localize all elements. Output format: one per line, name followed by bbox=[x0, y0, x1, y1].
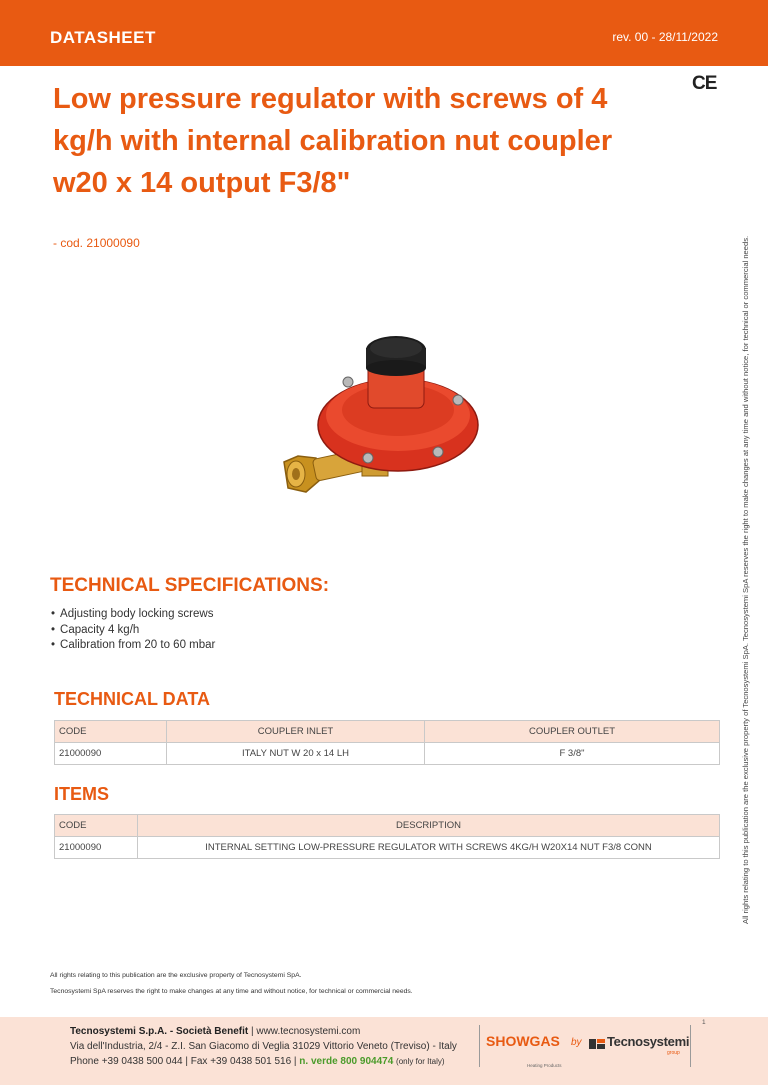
ce-mark-icon: CE bbox=[692, 73, 717, 94]
side-rights-notice: All rights relating to this publication are the exclusive property of Tecnosystemi SpA. Tecnosystemi SpA reserves the right to make changes at any time and without notice, for technical or commercial needs. bbox=[741, 235, 750, 924]
table-cell: F 3/8" bbox=[425, 743, 720, 765]
showgas-subtitle: Heating Products bbox=[527, 1063, 562, 1068]
items-title: ITEMS bbox=[54, 784, 110, 804]
phone-number: Phone +39 0438 500 044 bbox=[70, 1056, 183, 1067]
product-title: Low pressure regulator with screws of 4 kg/h with internal calibration nut coupler w20 x 14 output F3/8" bbox=[53, 83, 613, 199]
separator: | bbox=[248, 1026, 257, 1037]
table-row bbox=[55, 743, 720, 765]
table-cell: INTERNAL SETTING LOW-PRESSURE REGULATOR WITH SCREWS 4KG/H W20X14 NUT F3/8 CONN bbox=[138, 837, 720, 859]
technical-data-table bbox=[54, 720, 720, 765]
specifications-list bbox=[51, 607, 215, 654]
company-name: Tecnosystemi S.p.A. - Società Benefit bbox=[70, 1026, 249, 1037]
table-cell: ITALY NUT W 20 x 14 LH bbox=[167, 743, 425, 765]
gas-regulator-photo bbox=[276, 330, 496, 530]
items-table bbox=[54, 814, 720, 859]
divider bbox=[479, 1025, 480, 1067]
footer-company-line bbox=[70, 1026, 360, 1037]
showgas-logo: SHOWGAS bbox=[486, 1033, 560, 1049]
column-header: DESCRIPTION bbox=[138, 815, 720, 837]
column-header: CODE bbox=[55, 815, 138, 837]
top-banner bbox=[0, 0, 768, 66]
page-number: 1 bbox=[702, 1019, 706, 1026]
specifications-title: TECHNICAL SPECIFICATIONS: bbox=[50, 575, 330, 596]
website-link[interactable]: www.tecnosystemi.com bbox=[256, 1026, 361, 1037]
logo-by-text: by bbox=[571, 1037, 582, 1048]
separator: | bbox=[182, 1056, 191, 1067]
table-header-row bbox=[55, 721, 720, 743]
footer-contact-line bbox=[70, 1056, 445, 1067]
column-header: CODE bbox=[55, 721, 167, 743]
datasheet-label: DATASHEET bbox=[50, 28, 156, 47]
toll-free-number: n. verde 800 904474 bbox=[299, 1056, 394, 1067]
technical-data-title: TECHNICAL DATA bbox=[54, 689, 210, 709]
tecnosystemi-group-label: group bbox=[667, 1050, 680, 1056]
toll-free-note: (only for Italy) bbox=[396, 1057, 445, 1066]
table-row bbox=[55, 837, 720, 859]
product-code: - cod. 21000090 bbox=[53, 236, 140, 250]
rights-line-1: All rights relating to this publication are the exclusive property of Tecnosystemi SpA. bbox=[50, 972, 302, 979]
tecnosystemi-logo: Tecnosystemi bbox=[607, 1034, 690, 1049]
footer bbox=[0, 1017, 768, 1085]
fax-number: Fax +39 0438 501 516 bbox=[190, 1056, 292, 1067]
rights-line-2: Tecnosystemi SpA reserves the right to make changes at any time and without notice, for technical or commercial needs. bbox=[50, 988, 413, 995]
list-item: • Adjusting body locking screws bbox=[51, 607, 215, 623]
list-item: • Calibration from 20 to 60 mbar bbox=[51, 638, 215, 654]
table-cell: 21000090 bbox=[55, 837, 138, 859]
list-item: • Capacity 4 kg/h bbox=[51, 623, 215, 639]
footer-address: Via dell'Industria, 2/4 - Z.I. San Giacomo di Veglia 31029 Vittorio Veneto (Treviso) - Italy bbox=[70, 1041, 457, 1052]
table-cell: 21000090 bbox=[55, 743, 167, 765]
column-header: COUPLER INLET bbox=[167, 721, 425, 743]
table-header-row bbox=[55, 815, 720, 837]
separator: | bbox=[291, 1056, 300, 1067]
revision-date: rev. 00 - 28/11/2022 bbox=[612, 30, 718, 44]
column-header: COUPLER OUTLET bbox=[425, 721, 720, 743]
divider bbox=[690, 1025, 691, 1067]
tecnosystemi-logo-icon bbox=[589, 1039, 605, 1049]
